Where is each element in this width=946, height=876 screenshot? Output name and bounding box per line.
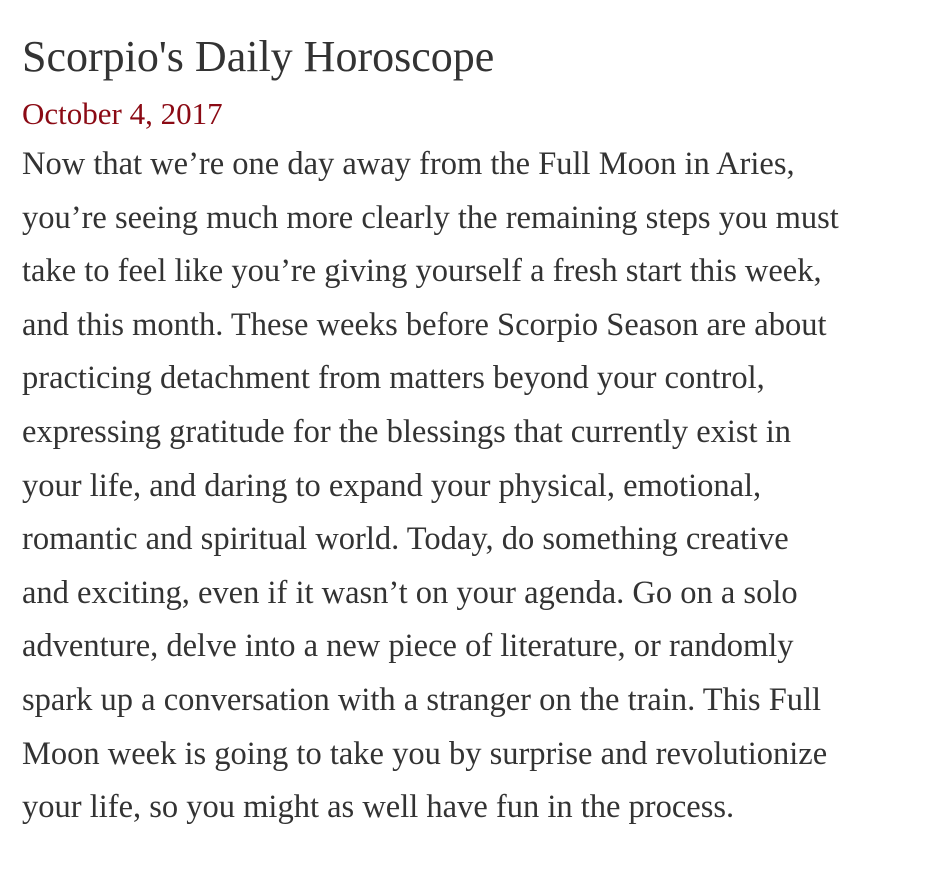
publish-date: October 4, 2017 <box>22 96 223 131</box>
horoscope-body <box>22 138 934 835</box>
body-line: your life, so you might as well have fun in the process. <box>22 789 735 826</box>
horoscope-article <box>22 28 934 835</box>
body-line: your life, and daring to expand your physical, emotional, <box>22 467 762 504</box>
body-line: romantic and spiritual world. Today, do something creative <box>22 521 789 558</box>
body-line: take to feel like you’re giving yourself a fresh start this week, <box>22 253 822 290</box>
body-line: adventure, delve into a new piece of literature, or randomly <box>22 628 794 665</box>
body-line: you’re seeing much more clearly the remaining steps you must <box>22 199 839 236</box>
body-line: Now that we’re one day away from the Full Moon in Aries, <box>22 146 795 182</box>
body-line: expressing gratitude for the blessings that currently exist in <box>22 413 791 450</box>
body-line: and exciting, even if it wasn’t on your agenda. Go on a solo <box>22 574 798 611</box>
body-line: spark up a conversation with a stranger on the train. This Full <box>22 681 822 718</box>
page-title: Scorpio's Daily Horoscope <box>22 32 495 81</box>
body-line: and this month. These weeks before Scorpio Season are about <box>22 306 827 343</box>
body-line: practicing detachment from matters beyond your control, <box>22 360 765 397</box>
body-line: Moon week is going to take you by surprise and revolutionize <box>22 735 828 772</box>
